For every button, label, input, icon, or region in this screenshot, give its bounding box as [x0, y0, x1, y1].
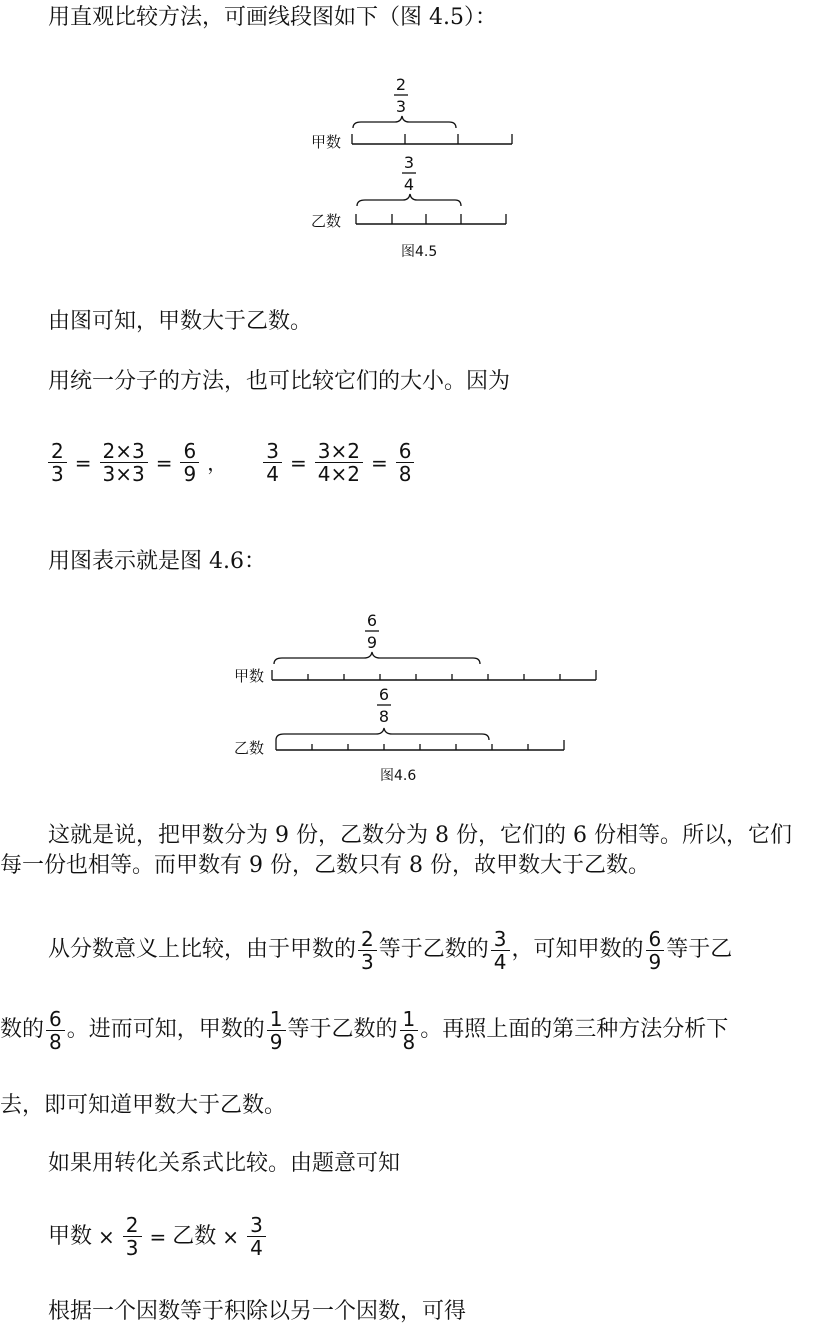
- paragraph-4: 用图表示就是图 4.6：: [48, 549, 266, 574]
- paragraph-6-line-2: 数的 $\frac{6}{8}$ 。进而可知，甲数的 $\frac{1}{9}$ 等于乙数的 $\frac{1}{8}$ 。再照上面的第三种方法分析下: [0, 1006, 729, 1054]
- p6-frac-4: $\frac{6}{8}$: [46, 1008, 65, 1053]
- fig46-frac1-num: 6: [366, 611, 378, 630]
- fig45-brace-1: [353, 116, 456, 128]
- fig45-row2-label: 乙数: [311, 212, 342, 230]
- fig45-caption: 图4.5: [401, 244, 438, 260]
- eq1-frac-f: $\frac{6}{8}$: [396, 440, 415, 485]
- p6-frac-2: $\frac{3}{4}$: [491, 928, 510, 973]
- paragraph-2: 由图可知，甲数大于乙数。: [48, 309, 313, 334]
- equation-unify-numerator: $\frac{2}{3}$ = $\frac{2\times 3}{3\times 3}$ = $\frac{6}{9}$ ， $\frac{3}{4}$ = $\frac{3\times 2}{4\times 2}$ = $\frac{6}{8}$: [46, 440, 416, 485]
- paragraph-6-line-1: 从分数意义上比较，由于甲数的 $\frac{2}{3}$ 等于乙数的 $\frac{3}{4}$ ，可知甲数的 $\frac{6}{9}$ 等于乙: [48, 926, 733, 974]
- fig46-row1-label: 甲数: [234, 667, 265, 685]
- paragraph-3: 用统一分子的方法，也可比较它们的大小。因为: [48, 369, 511, 394]
- eq1-frac-a: $\frac{2}{3}$: [48, 440, 67, 485]
- fig46-frac2-num: 6: [378, 685, 390, 704]
- figure-4-6: [228, 608, 608, 788]
- fig45-frac1-num: 2: [395, 75, 407, 94]
- paragraph-5-line-1: 这就是说，把甲数分为 9 份，乙数分为 8 份，它们的 6 份相等。所以，它们: [48, 823, 792, 848]
- fig45-frac1-den: 3: [395, 97, 407, 116]
- fig46-brace-1: [274, 652, 480, 664]
- fig46-brace-2: [276, 728, 489, 740]
- fig46-caption: 图4.6: [380, 768, 417, 784]
- p6-frac-5: $\frac{1}{9}$: [267, 1008, 286, 1053]
- paragraph-7: 如果用转化关系式比较。由题意可知: [48, 1151, 401, 1176]
- fig46-row2-label: 乙数: [234, 739, 265, 757]
- paragraph-8: 根据一个因数等于积除以另一个因数，可得: [48, 1299, 467, 1324]
- fig45-row1-label: 甲数: [311, 133, 342, 151]
- paragraph-1: 用直观比较方法，可画线段图如下（图 4.5）：: [48, 5, 497, 30]
- paragraph-6-line-3: 去，即可知道甲数大于乙数。: [0, 1093, 287, 1118]
- fig45-brace-2: [357, 194, 461, 206]
- fig46-frac2-den: 8: [378, 707, 390, 726]
- fig45-frac2-num: 3: [403, 153, 415, 172]
- p6-frac-6: $\frac{1}{8}$: [400, 1008, 419, 1053]
- fig45-frac2-den: 4: [403, 175, 415, 194]
- eq1-frac-b: $\frac{2\times 3}{3\times 3}$: [100, 440, 148, 485]
- eq1-frac-d: $\frac{3}{4}$: [263, 440, 282, 485]
- eq1-frac-c: $\frac{6}{9}$: [180, 440, 199, 485]
- eq2-frac-2: $\frac{3}{4}$: [247, 1214, 266, 1259]
- paragraph-5-line-2: 每一份也相等。而甲数有 9 份，乙数只有 8 份，故甲数大于乙数。: [0, 853, 650, 878]
- equation-relation: 甲数 × $\frac{2}{3}$ = 乙数 × $\frac{3}{4}$: [48, 1214, 268, 1259]
- fig46-frac1-den: 9: [366, 633, 378, 652]
- p6-frac-1: $\frac{2}{3}$: [358, 928, 377, 973]
- p6-frac-3: $\frac{6}{9}$: [646, 928, 665, 973]
- eq2-frac-1: $\frac{2}{3}$: [123, 1214, 142, 1259]
- figure-4-5: [305, 70, 545, 260]
- eq1-frac-e: $\frac{3\times 2}{4\times 2}$: [315, 440, 363, 485]
